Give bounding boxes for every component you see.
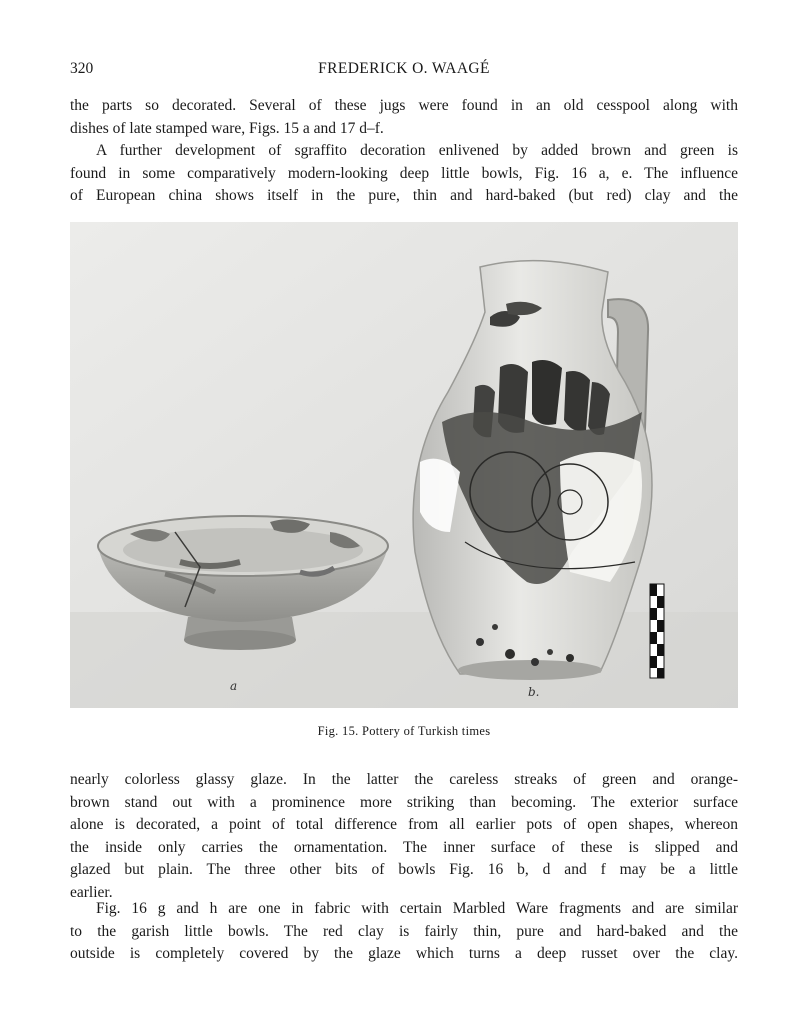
figure-15-photograph: [70, 222, 738, 708]
text-line: earlier.: [70, 883, 113, 901]
text-line: to the garish little bowls. The red clay is fairly thin, pure and hard-baked and the: [70, 922, 738, 940]
page-header: [70, 60, 738, 82]
paragraph-1: [70, 95, 738, 140]
figure-caption: Fig. 15. Pottery of Turkish times: [317, 724, 491, 738]
pottery-photo-illustration: [70, 222, 738, 708]
figure-label-b: b.: [528, 685, 540, 699]
text-line: brown stand out with a prominence more striking than becoming. The exterior surface: [70, 793, 738, 811]
text-line: the parts so decorated. Several of these jugs were found in an old cesspool along with: [70, 97, 738, 114]
text-line: dishes of late stamped ware, Figs. 15 a and 17 d–f.: [70, 119, 384, 137]
paragraph-3: [70, 769, 738, 905]
scale-bar: [650, 584, 664, 678]
text-line: outside is completely covered by the glaze which turns a deep russet over the clay.: [70, 945, 738, 963]
paragraph-2: [70, 140, 738, 208]
text-line: found in some comparatively modern-looking deep little bowls, Fig. 16 a, e. The influence: [70, 164, 738, 182]
text-line: Fig. 16 g and h are one in fabric with certain Marbled Ware fragments and are similar: [96, 900, 738, 917]
text-line: A further development of sgraffito decoration enlivened by added brown and green is: [96, 142, 738, 159]
page-number: 320: [70, 60, 94, 77]
text-line: the inside only carries the ornamentation. The inner surface of these is slipped and: [70, 838, 738, 856]
paragraph-4: [70, 898, 738, 966]
text-line: alone is decorated, a point of total difference from all earlier pots of open shapes, whereon: [70, 816, 738, 834]
text-line: glazed but plain. The three other bits of bowls Fig. 16 b, d and f may be a little: [70, 861, 738, 879]
running-head: FREDERICK O. WAAGÉ: [318, 60, 490, 77]
text-line: of European china shows itself in the pure, thin and hard-baked (but red) clay and the: [70, 187, 738, 205]
text-line: nearly colorless glassy glaze. In the latter the careless streaks of green and orange-: [70, 771, 738, 788]
figure-label-a: a: [230, 679, 238, 693]
